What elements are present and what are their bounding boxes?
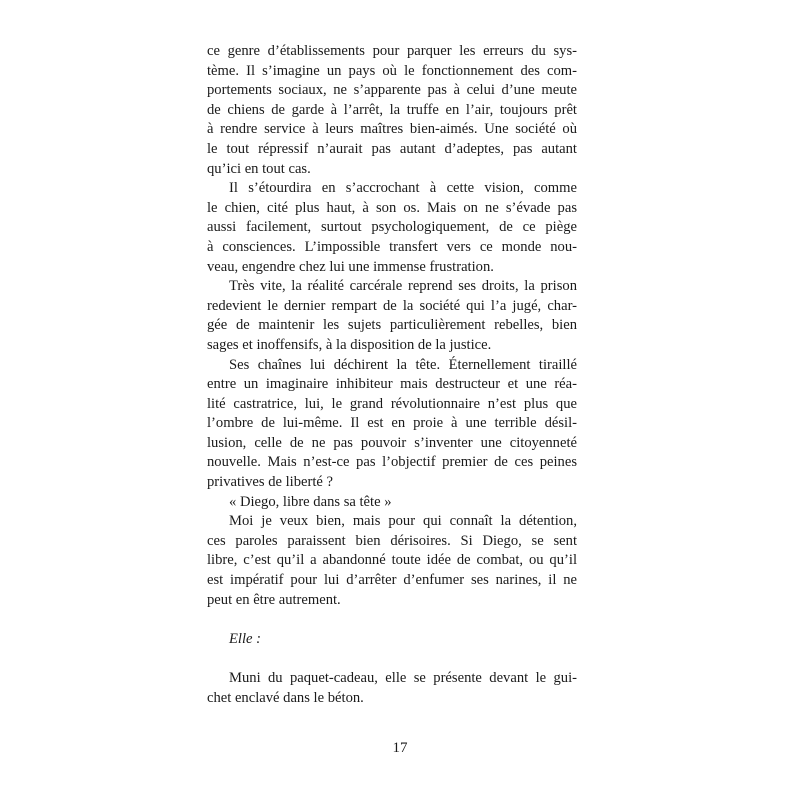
text-line: nouvelle. Mais n’est-ce pas l’objectif premier de ces peines [207, 454, 577, 471]
text-line: est impératif pour lui d’arrêter d’enfumer ses narines, il ne [207, 572, 577, 589]
paragraph [207, 669, 577, 708]
page-body [207, 42, 577, 708]
text-line: aussi facilement, surtout psychologiquement, de ce piège [207, 219, 577, 236]
text-line: l’ombre de lui-même. Il est en proie à une terrible désil- [207, 415, 577, 432]
text-line: à rendre service à leurs maîtres bien-aimés. Une société où [207, 121, 577, 138]
text-line: Muni du paquet-cadeau, elle se présente devant le gui- [229, 670, 577, 686]
text-line: sages et inoffensifs, à la disposition de la justice. [207, 336, 492, 353]
text-line: le chien, cité plus haut, à son os. Mais on ne s’évade pas [207, 199, 577, 216]
text-line: lité castratrice, lui, le grand révolutionnaire n’est plus que [207, 395, 577, 412]
text-line: gée de maintenir les sujets particulièrement rebelles, bien [207, 317, 577, 334]
text-line: chet enclavé dans le béton. [207, 689, 364, 706]
paragraph [207, 512, 577, 610]
paragraph [207, 42, 577, 179]
text-line: à consciences. L’impossible transfert vers ce monde nou- [207, 238, 577, 255]
quote-paragraph [207, 493, 577, 513]
text-line: redevient le dernier rempart de la société qui l’a jugé, char- [207, 297, 577, 314]
text-line: ces paroles paraissent bien dérisoires. Si Diego, se sent [207, 532, 577, 549]
section-heading-block [207, 630, 577, 650]
text-line: lusion, celle de ne pas pouvoir s’inventer une citoyenneté [207, 434, 577, 451]
blank-line [207, 610, 577, 630]
body-text [207, 42, 577, 708]
blank-line [207, 649, 577, 669]
text-line: de chiens de garde à l’arrêt, la truffe en l’air, toujours prêt [207, 101, 577, 118]
text-line: privatives de liberté ? [207, 474, 334, 491]
text-line: libre, c’est qu’il a abandonné toute idée de combat, ou qu’il [207, 552, 577, 569]
text-line: ce genre d’établissements pour parquer les erreurs du sys- [207, 43, 577, 59]
text-line: Il s’étourdira en s’accrochant à cette vision, comme [229, 180, 577, 197]
page-number: 17 [392, 740, 408, 756]
text-line: tème. Il s’imagine un pays où le fonctionnement des com- [207, 62, 577, 79]
text-line: le tout répressif n’aurait pas autant d’adeptes, pas autant [207, 140, 577, 157]
text-line: peut en être autrement. [207, 591, 341, 608]
paragraph [207, 179, 577, 277]
text-line: entre un imaginaire inhibiteur mais destructeur et une réa- [207, 376, 577, 393]
section-heading: Elle : [229, 630, 262, 647]
text-line: Très vite, la réalité carcérale reprend ses droits, la prison [229, 278, 577, 295]
paragraph [207, 277, 577, 355]
text-line: veau, engendre chez lui une immense frustration. [207, 258, 494, 275]
text-line: qu’ici en tout cas. [207, 160, 311, 177]
text-line: Moi je veux bien, mais pour qui connaît la détention, [229, 513, 577, 530]
text-line: « Diego, libre dans sa tête » [229, 493, 392, 510]
text-line: portements sociaux, ne s’apparente pas à celui d’une meute [207, 82, 577, 99]
text-line: Ses chaînes lui déchirent la tête. Éternellement tiraillé [229, 356, 577, 373]
paragraph [207, 356, 577, 493]
